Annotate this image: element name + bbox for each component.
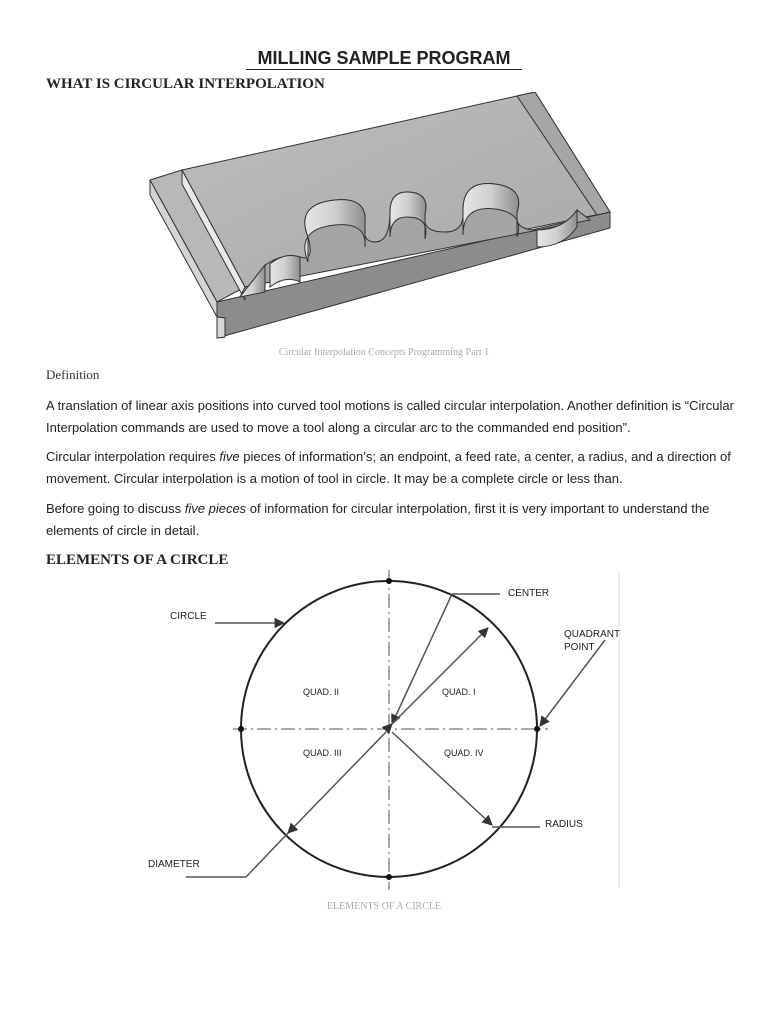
label-circle: CIRCLE (170, 611, 207, 622)
paragraph-definition: A translation of linear axis positions into curved tool motions is called circular interpolation. Another definition is “Circular Interpolation commands are used to move a tool along a circular arc to the commanded end position”. (46, 398, 734, 435)
label-diameter: DIAMETER (148, 859, 200, 870)
label-quad2: QUAD. II (303, 687, 340, 697)
label-center: CENTER (508, 588, 550, 599)
section-heading-elements-of-circle: ELEMENTS OF A CIRCLE (46, 552, 229, 568)
label-quad4: QUAD. IV (444, 748, 484, 758)
label-quad1: QUAD. I (442, 687, 476, 697)
figure1-caption: Circular Interpolation Concepts Programming Part 1 (278, 347, 490, 358)
quadrant-point-right (534, 726, 540, 732)
quadrant-point-top (386, 578, 392, 584)
milled-plate-figure (145, 92, 615, 344)
quadrant-point-bottom (386, 874, 392, 880)
label-quadrant: QUADRANT (564, 629, 621, 640)
label-point: POINT (564, 642, 595, 653)
radius-arrow-quad1 (392, 628, 488, 724)
definition-label: Definition (46, 367, 100, 382)
label-quad3: QUAD. III (303, 748, 342, 758)
figure2-caption: ELEMENTS OF A CIRCLE (326, 901, 442, 912)
label-radius: RADIUS (545, 819, 583, 830)
paragraph-five-pieces: Circular interpolation requires five pieces of information’s; an endpoint, a feed rate, a center, a radius, and a direction of movement. Circular interpolation is a motion of tool in circle. It may be a complete circle or less than. (46, 449, 731, 486)
document-title: MILLING SAMPLE PROGRAM (257, 48, 511, 68)
title-underline (246, 69, 522, 70)
paragraph-elements-intro: Before going to discuss five pieces of information for circular interpolation, first it is very important to understand the elements of circle in detail. (46, 501, 710, 538)
section-heading-circular-interpolation: WHAT IS CIRCULAR INTERPOLATION (46, 76, 325, 92)
circle-elements-diagram (0, 566, 768, 896)
quadrant-point-left (238, 726, 244, 732)
radius-arrow-quad4 (392, 732, 492, 825)
diameter-leader-diag (246, 833, 288, 877)
center-leader-arrow (392, 594, 452, 724)
